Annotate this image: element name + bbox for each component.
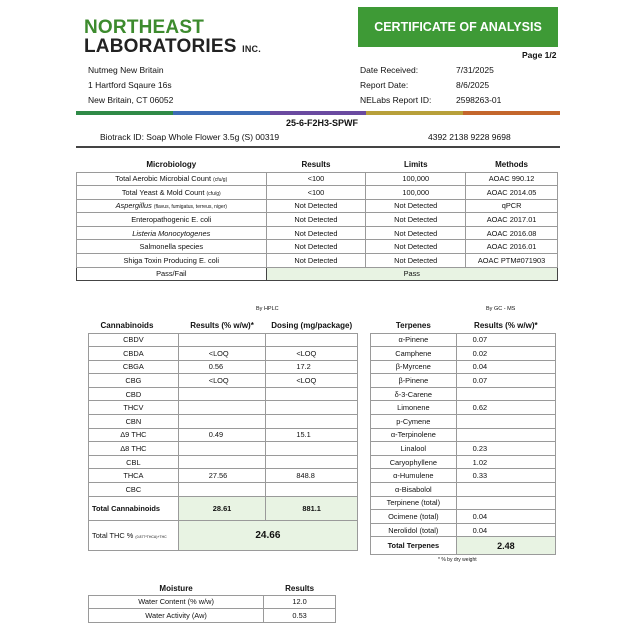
terpene-row <box>371 347 556 361</box>
col-header: Limits <box>403 160 428 170</box>
terpene-value <box>456 428 555 442</box>
test-result: <100 <box>266 186 366 200</box>
cannabinoid-row <box>89 360 358 374</box>
test-result: <100 <box>266 172 366 186</box>
test-method: AOAC 2017.01 <box>466 213 558 227</box>
cannabinoid-name: CBC <box>89 483 179 497</box>
cannabinoid-name: THCA <box>89 469 179 483</box>
terpene-name: Terpinene (total) <box>371 496 457 510</box>
cannabinoid-name: Δ8 THC <box>89 442 179 456</box>
total-terpenes-row <box>371 537 556 555</box>
page-number: Page 1/2 <box>522 50 557 60</box>
cannabinoid-dose <box>266 442 358 456</box>
terpene-name: β-Pinene <box>371 374 457 388</box>
terpene-row <box>371 333 556 347</box>
cannabinoid-row <box>89 333 358 347</box>
pass-fail-value: Pass <box>266 267 557 281</box>
test-method: AOAC 2014.05 <box>466 186 558 200</box>
terpene-name: α-Humulene <box>371 469 457 483</box>
test-unit: (flavus, fumigatus, terreus, niger) <box>153 204 227 211</box>
test-name-text: Total Yeast & Mold Count <box>121 187 205 197</box>
terpene-row <box>371 428 556 442</box>
cannabinoid-dose: <LOQ <box>266 347 358 361</box>
moisture-name: Water Activity (Aw) <box>89 609 264 623</box>
cannabinoid-dose: <LOQ <box>266 374 358 388</box>
col-header: Results <box>285 583 315 593</box>
cannabinoid-pct <box>178 333 266 347</box>
certificate-title: CERTIFICATE OF ANALYSIS <box>358 7 558 47</box>
cannabinoid-row <box>89 401 358 415</box>
moisture-row <box>89 595 336 609</box>
dry-weight-note: * % by dry weight <box>438 557 477 563</box>
test-name-text: Shiga Toxin Producing E. coli <box>123 255 220 265</box>
total-thc-row <box>89 520 358 550</box>
cannabinoid-name: CBGA <box>89 360 179 374</box>
moisture-table <box>88 582 336 623</box>
terpene-value: 0.33 <box>456 469 555 483</box>
microbiology-table <box>76 158 558 281</box>
report-meta-values <box>456 63 501 108</box>
address-line: New Britain, CT 06052 <box>88 95 174 105</box>
terpene-value: 0.04 <box>456 360 555 374</box>
test-name <box>77 254 267 268</box>
terpene-name: Limonene <box>371 401 457 415</box>
test-name <box>77 172 267 186</box>
terpene-name: δ-3-Carene <box>371 387 457 401</box>
cannabinoid-name: CBG <box>89 374 179 388</box>
total-terpenes-label: Total Terpenes <box>371 537 457 555</box>
terpene-value: 0.07 <box>456 333 555 347</box>
terpene-value <box>456 415 555 429</box>
cannabinoid-pct <box>178 442 266 456</box>
microbiology-row <box>77 199 558 213</box>
total-label: Total Cannabinoids <box>89 496 179 520</box>
cannabinoid-row <box>89 455 358 469</box>
terpene-name: Camphene <box>371 347 457 361</box>
divider <box>76 146 560 148</box>
cannabinoid-name: THCV <box>89 401 179 415</box>
terpene-row <box>371 360 556 374</box>
sample-id: 25-6-F2H3-SPWF <box>285 118 358 128</box>
col-header: Results (% w/w)* <box>190 320 254 330</box>
logo-line-2 <box>84 37 261 56</box>
barcode-number: 4392 2138 9228 9698 <box>428 132 511 142</box>
meta-value: 7/31/2025 <box>456 65 494 75</box>
cannabinoid-pct <box>178 401 266 415</box>
terpene-value: 0.02 <box>456 347 555 361</box>
total-thc-value: 24.66 <box>178 520 357 550</box>
cannabinoid-dose: 15.1 <box>266 428 358 442</box>
cannabinoid-row <box>89 415 358 429</box>
cannabinoid-dose <box>266 333 358 347</box>
test-limit: 100,000 <box>366 172 466 186</box>
client-address <box>88 63 173 108</box>
terpene-value: 0.04 <box>456 510 555 524</box>
terpene-value <box>456 496 555 510</box>
cannabinoid-dose: 848.8 <box>266 469 358 483</box>
terpene-name: β-Myrcene <box>371 360 457 374</box>
divider-segment <box>76 111 173 115</box>
terpenes-table <box>370 318 556 555</box>
col-header: Cannabinoids <box>100 320 154 330</box>
moisture-value: 0.53 <box>264 609 336 623</box>
terpene-value: 0.23 <box>456 442 555 456</box>
test-method: AOAC 2016.01 <box>466 240 558 254</box>
pass-fail-row <box>77 267 558 281</box>
microbiology-row <box>77 213 558 227</box>
cannabinoid-dose <box>266 455 358 469</box>
cannabinoid-row <box>89 483 358 497</box>
col-header: Moisture <box>159 583 193 593</box>
method-note-gcms: By GC - MS <box>486 306 516 312</box>
cannabinoid-dose <box>266 401 358 415</box>
terpene-value: 0.07 <box>456 374 555 388</box>
test-name-text: Salmonella species <box>139 242 204 252</box>
biotrack-id: Biotrack ID: Soap Whole Flower 3.5g (S) 00319 <box>100 132 280 142</box>
cannabinoid-row <box>89 347 358 361</box>
test-result: Not Detected <box>266 254 366 268</box>
address-line: 1 Hartford Sqaure 16s <box>88 80 172 90</box>
test-result: Not Detected <box>266 240 366 254</box>
company-logo <box>84 18 261 56</box>
test-name-text: Enteropathogenic E. coli <box>131 215 212 225</box>
meta-value: 2598263-01 <box>456 95 502 105</box>
divider-segment <box>463 111 560 115</box>
address-line: Nutmeg New Britain <box>88 65 164 75</box>
terpene-row <box>371 510 556 524</box>
divider-segment <box>366 111 463 115</box>
terpene-row <box>371 415 556 429</box>
cannabinoid-name: CBN <box>89 415 179 429</box>
terpene-row <box>371 374 556 388</box>
moisture-value: 12.0 <box>264 595 336 609</box>
thc-formula: (0.877*THCA)+THC <box>135 534 167 539</box>
microbiology-row <box>77 186 558 200</box>
test-unit: (cfu/g) <box>206 190 221 197</box>
col-header: Dosing (mg/package) <box>271 320 353 330</box>
terpene-name: Ocimene (total) <box>371 510 457 524</box>
terpene-row <box>371 442 556 456</box>
terpene-row <box>371 387 556 401</box>
logo-suffix: INC. <box>242 44 261 54</box>
terpene-name: α-Terpinolene <box>371 428 457 442</box>
test-method: AOAC 2016.08 <box>466 226 558 240</box>
test-name <box>77 240 267 254</box>
divider-segment <box>270 111 367 115</box>
logo-line-2-text: LABORATORIES <box>84 36 237 57</box>
meta-label: NELabs Report ID: <box>360 95 432 105</box>
meta-label: Date Received: <box>360 65 419 75</box>
color-divider <box>76 111 560 115</box>
test-name <box>77 213 267 227</box>
terpene-value <box>456 483 555 497</box>
cannabinoid-pct <box>178 387 266 401</box>
test-method: AOAC PTM#071903 <box>466 254 558 268</box>
terpene-row <box>371 455 556 469</box>
microbiology-row <box>77 172 558 186</box>
terpene-name: Nerolidol (total) <box>371 523 457 537</box>
method-note-hplc: By HPLC <box>256 306 279 312</box>
terpene-value: 1.02 <box>456 455 555 469</box>
cannabinoid-row <box>89 374 358 388</box>
terpene-row <box>371 401 556 415</box>
terpene-name: p-Cymene <box>371 415 457 429</box>
test-name-text: Aspergillus <box>115 201 152 211</box>
test-unit: (cfu/g) <box>213 177 228 184</box>
terpene-row <box>371 523 556 537</box>
col-header: Microbiology <box>146 160 197 170</box>
meta-label: Report Date: <box>360 80 409 90</box>
meta-value: 8/6/2025 <box>456 80 490 90</box>
logo-line-1: NORTHEAST <box>84 17 205 38</box>
test-name <box>77 226 267 240</box>
test-limit: Not Detected <box>366 226 466 240</box>
terpene-value: 0.62 <box>456 401 555 415</box>
cannabinoid-name: Δ9 THC <box>89 428 179 442</box>
microbiology-row <box>77 240 558 254</box>
report-meta-labels <box>360 63 431 108</box>
total-pct: 28.61 <box>178 496 266 520</box>
terpene-row <box>371 496 556 510</box>
total-terpenes-value: 2.48 <box>456 537 555 555</box>
terpene-value: 0.04 <box>456 523 555 537</box>
total-cannabinoids-row <box>89 496 358 520</box>
cannabinoid-name: CBDV <box>89 333 179 347</box>
test-name <box>77 199 267 213</box>
cannabinoid-name: CBD <box>89 387 179 401</box>
terpene-name: α-Pinene <box>371 333 457 347</box>
cannabinoid-dose: 17.2 <box>266 360 358 374</box>
total-thc-label <box>89 520 179 550</box>
cannabinoid-pct: <LOQ <box>178 374 266 388</box>
test-method: qPCR <box>466 199 558 213</box>
cannabinoid-row <box>89 442 358 456</box>
moisture-row <box>89 609 336 623</box>
test-limit: 100,000 <box>366 186 466 200</box>
thc-label-text: Total THC % <box>92 530 134 540</box>
terpene-row <box>371 483 556 497</box>
test-limit: Not Detected <box>366 213 466 227</box>
cannabinoid-dose <box>266 483 358 497</box>
divider-segment <box>173 111 270 115</box>
col-header: Methods <box>495 160 528 170</box>
terpene-name: Caryophyllene <box>371 455 457 469</box>
cannabinoid-pct: <LOQ <box>178 347 266 361</box>
cannabinoid-row <box>89 469 358 483</box>
test-limit: Not Detected <box>366 240 466 254</box>
microbiology-row <box>77 226 558 240</box>
terpene-name: Linalool <box>371 442 457 456</box>
cannabinoid-name: CBL <box>89 455 179 469</box>
cannabinoid-name: CBDA <box>89 347 179 361</box>
cannabinoid-pct: 0.49 <box>178 428 266 442</box>
terpene-value <box>456 387 555 401</box>
cannabinoid-pct <box>178 415 266 429</box>
test-result: Not Detected <box>266 226 366 240</box>
cannabinoid-pct: 27.56 <box>178 469 266 483</box>
col-header: Results (% w/w)* <box>474 320 538 330</box>
col-header: Results <box>301 160 331 170</box>
moisture-name: Water Content (% w/w) <box>89 595 264 609</box>
cannabinoids-table <box>88 318 358 551</box>
cannabinoid-dose <box>266 415 358 429</box>
test-name-text: Total Aerobic Microbial Count <box>115 174 212 184</box>
test-result: Not Detected <box>266 213 366 227</box>
test-method: AOAC 990.12 <box>466 172 558 186</box>
test-limit: Not Detected <box>366 199 466 213</box>
test-limit: Not Detected <box>366 254 466 268</box>
cannabinoid-row <box>89 428 358 442</box>
cannabinoid-dose <box>266 387 358 401</box>
col-header: Terpenes <box>395 320 431 330</box>
test-result: Not Detected <box>266 199 366 213</box>
terpene-row <box>371 469 556 483</box>
test-name <box>77 186 267 200</box>
microbiology-row <box>77 254 558 268</box>
cannabinoid-pct: 0.56 <box>178 360 266 374</box>
cannabinoid-pct <box>178 455 266 469</box>
cannabinoid-row <box>89 387 358 401</box>
test-name-text: Listeria Monocytogenes <box>132 228 211 238</box>
total-dose: 881.1 <box>266 496 358 520</box>
terpene-name: α-Bisabolol <box>371 483 457 497</box>
pass-fail-label: Pass/Fail <box>77 267 267 281</box>
cannabinoid-pct <box>178 483 266 497</box>
